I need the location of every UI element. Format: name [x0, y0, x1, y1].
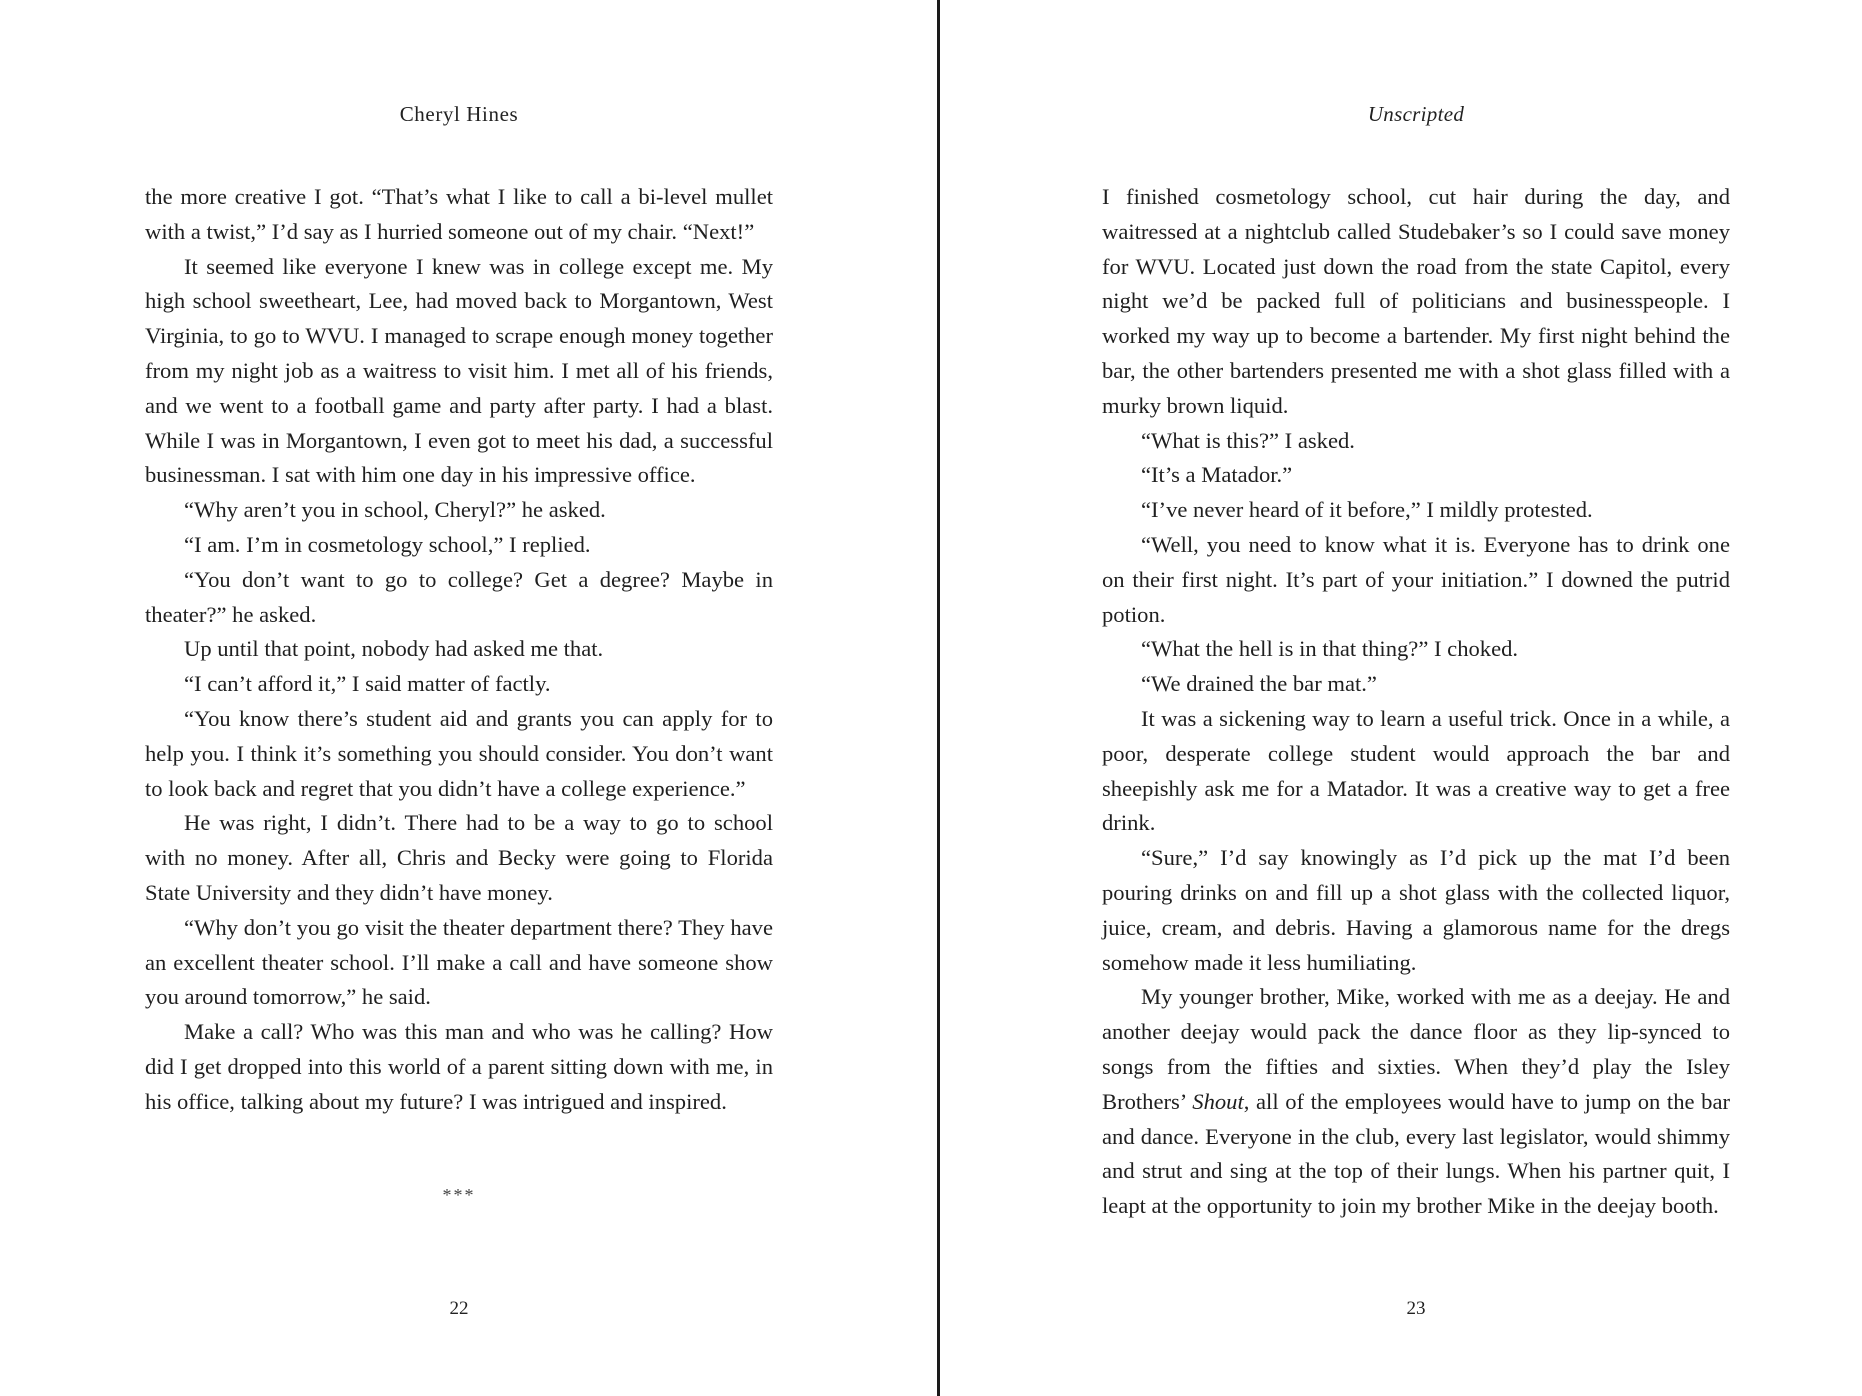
paragraph-with-title	[1102, 980, 1730, 1224]
paragraph: “Sure,” I’d say knowingly as I’d pick up the mat I’d been pouring drinks on and fill up a shot glass with the collected liquor, juice, cream, and debris. Having a glamorous name for the dregs somehow made it less humiliating.	[1102, 845, 1730, 975]
paragraph: “You know there’s student aid and grants you can apply for to help you. I think it’s something you should consider. You don’t want to look back and regret that you didn’t have a college experience.”	[145, 705, 773, 801]
paragraph: “We drained the bar mat.”	[1141, 671, 1377, 697]
paragraph: It was a sickening way to learn a useful trick. Once in a while, a poor, desperate college student would approach the bar and sheepishly ask me for a Matador. It was a creative way to get a free drink.	[1102, 705, 1730, 836]
paragraph: “I’ve never heard of it before,” I mildly protested.	[1141, 497, 1593, 523]
paragraph: He was right, I didn’t. There had to be a way to go to school with no money. After all, Chris and Becky were going to Florida State University and they didn’t have money.	[145, 810, 773, 905]
paragraph: “What the hell is in that thing?” I choked.	[1141, 636, 1519, 662]
page-number-left: 22	[449, 1298, 469, 1319]
left-body-text	[145, 180, 773, 1120]
section-break: ***	[442, 1185, 476, 1205]
paragraph: “Why aren’t you in school, Cheryl?” he asked.	[184, 497, 606, 523]
text-run: , all of the employees would have to jump on the bar and dance. Everyone in the club, every last legislator, would shimmy and strut and sing at the top of their lungs. When his partner quit, I leapt at the opportunity to join my brother Mike in the deejay booth.	[1102, 1088, 1730, 1219]
paragraph: Up until that point, nobody had asked me that.	[184, 636, 604, 662]
paragraph: “I am. I’m in cosmetology school,” I replied.	[184, 531, 591, 557]
paragraph: It seemed like everyone I knew was in college except me. My high school sweetheart, Lee, had moved back to Morgantown, West Virginia, to go to WVU. I managed to scrape enough money together from my night job as a waitress to visit him. I met all of his friends, and we went to a football game and party after party. I had a blast. While I was in Morgantown, I even got to meet his dad, a successful businessman. I sat with him one day in his impressive office.	[145, 253, 773, 488]
paragraph: “What is this?” I asked.	[1141, 427, 1355, 453]
paragraph: Make a call? Who was this man and who was he calling? How did I get dropped into this world of a parent sitting down with me, in his office, talking about my future? I was intrigued and inspired.	[145, 1019, 773, 1114]
paragraph: I finished cosmetology school, cut hair during the day, and waitressed at a nightclub called Studebaker’s so I could save money for WVU. Located just down the road from the state Capitol, every night we’d be packed full of politicians and businesspeople. I worked my way up to become a bartender. My first night behind the bar, the other bartenders presented me with a shot glass filled with a murky brown liquid.	[1102, 184, 1730, 418]
paragraph: the more creative I got. “That’s what I like to call a bi-level mullet with a twist,” I’d say as I hurried someone out of my chair. “Next!”	[145, 184, 773, 244]
paragraph: “I can’t afford it,” I said matter of factly.	[184, 671, 551, 697]
page-number-right: 23	[1406, 1298, 1426, 1319]
text-run: My younger brother, Mike, worked with me as a deejay. He and another deejay would pack the dance floor as they lip-synced to songs from the fifties and sixties. When they’d play the Isley Brothers’	[1102, 984, 1730, 1114]
right-page	[938, 0, 1862, 1396]
running-head-title: Unscripted	[1367, 102, 1465, 126]
paragraph: “It’s a Matador.”	[1141, 462, 1293, 488]
paragraph: “Well, you need to know what it is. Everyone has to drink one on their first night. It’s part of your initiation.” I downed the putrid potion.	[1102, 531, 1730, 627]
paragraph: “Why don’t you go visit the theater department there? They have an excellent theater school. I’ll make a call and have someone show you around tomorrow,” he said.	[145, 914, 773, 1010]
song-title: Shout	[1192, 1088, 1244, 1114]
page-gutter-divider	[937, 0, 940, 1396]
paragraph: “You don’t want to go to college? Get a degree? Maybe in theater?” he asked.	[145, 566, 773, 627]
running-head-author: Cheryl Hines	[399, 102, 519, 126]
right-body-text	[1102, 180, 1730, 1224]
